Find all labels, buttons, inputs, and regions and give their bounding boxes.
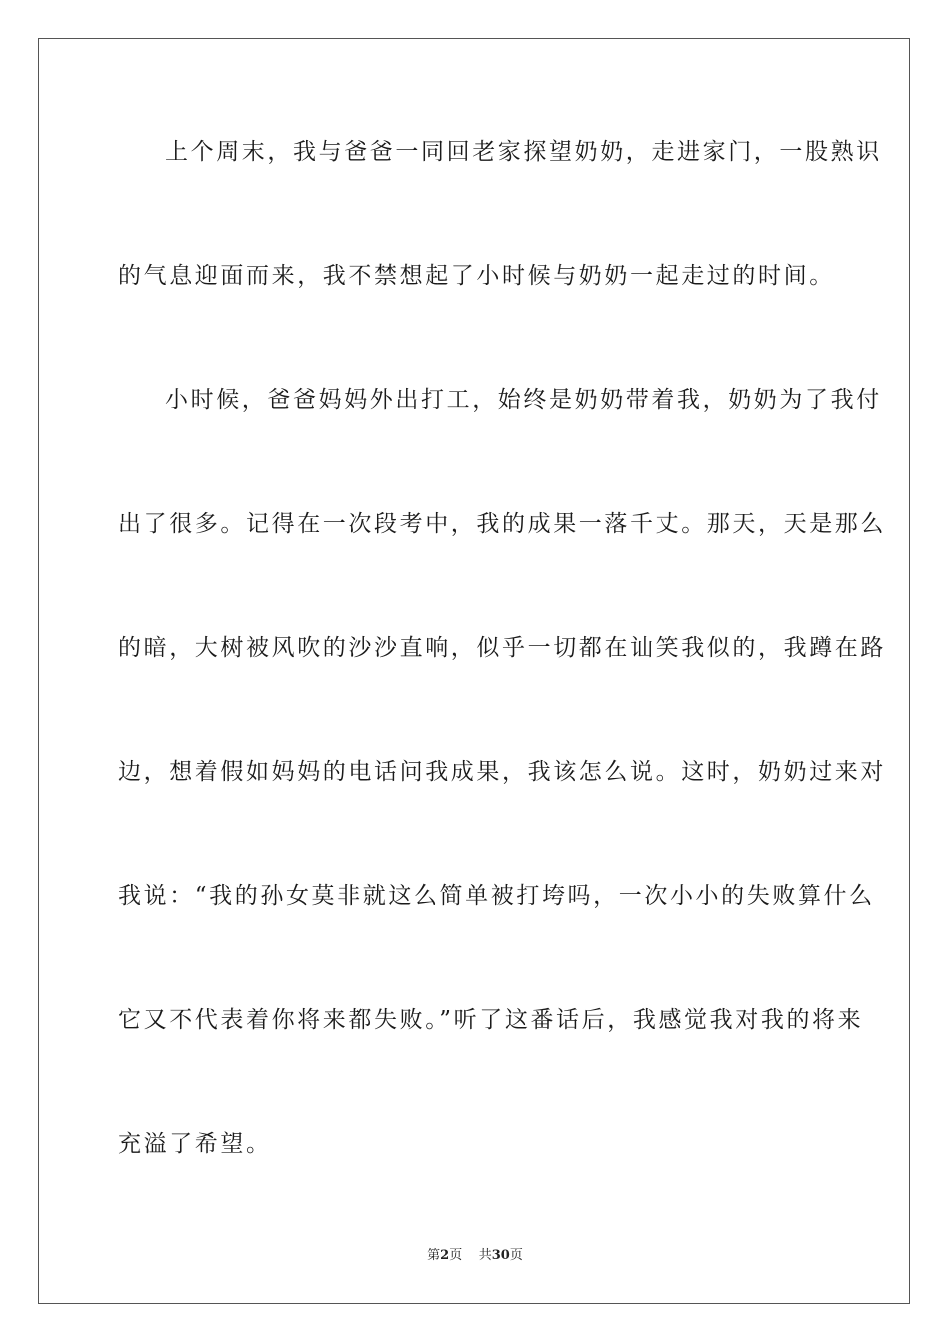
paragraph-2-line-3: 的暗，大树被风吹的沙沙直响，似乎一切都在讪笑我似的，我蹲在路 xyxy=(118,635,886,661)
total-suffix: 页 xyxy=(509,1248,523,1263)
total-prefix: 共 xyxy=(478,1248,492,1263)
page-number: 2 xyxy=(440,1248,450,1263)
page-footer xyxy=(0,1247,950,1265)
paragraph-2-line-1: 小时候，爸爸妈妈外出打工，始终是奶奶带着我，奶奶为了我付 xyxy=(165,387,882,413)
page-suffix: 页 xyxy=(449,1248,463,1263)
paragraph-1-line-1: 上个周末，我与爸爸一同回老家探望奶奶，走进家门，一股熟识 xyxy=(165,139,882,165)
paragraph-2-line-7: 充溢了希望。 xyxy=(118,1131,272,1157)
page-border xyxy=(38,38,910,1304)
paragraph-2-line-2: 出了很多。记得在一次段考中，我的成果一落千丈。那天，天是那么 xyxy=(118,511,886,537)
paragraph-2-line-4: 边，想着假如妈妈的电话问我成果，我该怎么说。这时，奶奶过来对 xyxy=(118,759,886,785)
paragraph-2-line-6: 它又不代表着你将来都失败。”听了这番话后，我感觉我对我的将来 xyxy=(118,1007,864,1033)
paragraph-2-line-5: 我说：“我的孙女莫非就这么简单被打垮吗，一次小小的失败算什么 xyxy=(118,883,875,909)
total-pages: 30 xyxy=(491,1248,510,1263)
paragraph-1-line-2: 的气息迎面而来，我不禁想起了小时候与奶奶一起走过的时间。 xyxy=(118,263,835,289)
page-prefix: 第 xyxy=(427,1248,441,1263)
